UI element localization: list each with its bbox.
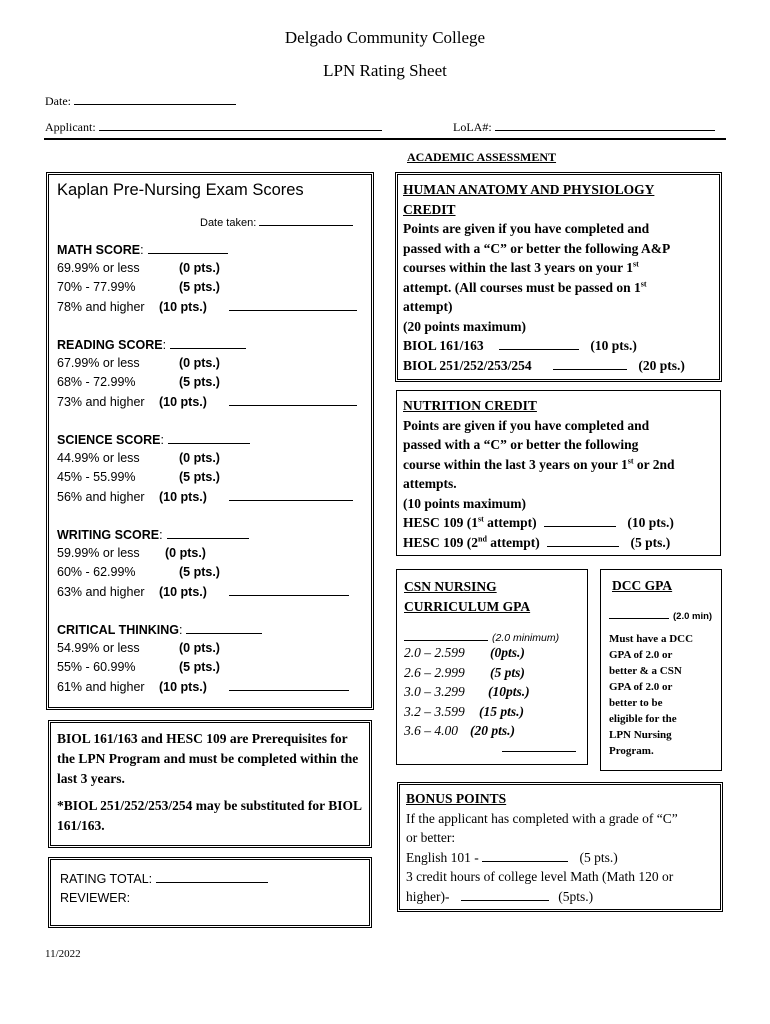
lola-label: LoLA#:	[453, 120, 492, 134]
kaplan-score-row	[57, 261, 220, 275]
kaplan-section-colon: :	[159, 528, 163, 542]
date-input-line[interactable]	[74, 93, 236, 105]
kaplan-points-line[interactable]	[229, 394, 357, 406]
reviewer-label: REVIEWER:	[60, 891, 131, 905]
anatomy-title-1: HUMAN ANATOMY AND PHYSIOLOGY	[403, 182, 655, 197]
kaplan-points-line[interactable]	[229, 584, 349, 596]
kaplan-section-label	[57, 527, 249, 542]
anatomy-desc-5: attempt)	[403, 299, 453, 314]
kaplan-score-row	[57, 451, 220, 465]
kaplan-points: (0 pts.)	[179, 261, 220, 275]
kaplan-range: 61% and higher	[57, 680, 145, 694]
kaplan-score-row	[57, 394, 357, 409]
kaplan-points: (10 pts.)	[159, 490, 207, 504]
kaplan-range: 54.99% or less	[57, 641, 140, 655]
kaplan-range: 45% - 55.99%	[57, 470, 136, 484]
kaplan-range: 56% and higher	[57, 490, 145, 504]
kaplan-points: (5 pts.)	[179, 375, 220, 389]
dcc-note	[609, 631, 693, 759]
kaplan-score-row	[57, 470, 220, 484]
kaplan-date-label: Date taken:	[200, 217, 257, 229]
kaplan-section-colon: :	[162, 338, 167, 352]
kaplan-points: (5 pts.)	[179, 660, 220, 674]
kaplan-points: (0 pts.)	[179, 451, 220, 465]
lola-input-line[interactable]	[495, 119, 715, 131]
kaplan-score-row	[57, 280, 220, 294]
kaplan-score-row	[57, 299, 357, 314]
kaplan-range: 78% and higher	[57, 300, 145, 314]
csn-gpa-line[interactable]	[404, 629, 488, 641]
kaplan-range: 69.99% or less	[57, 261, 140, 275]
kaplan-section-label	[57, 622, 262, 637]
csn-points: (10pts.)	[488, 684, 530, 699]
nutrition-desc-2: passed with a “C” or better the following	[403, 437, 639, 452]
anatomy-course-2-line[interactable]	[553, 358, 627, 370]
kaplan-range: 67.99% or less	[57, 356, 140, 370]
sheet-title: LPN Rating Sheet	[323, 61, 447, 80]
kaplan-range: 73% and higher	[57, 395, 145, 409]
anatomy-max: (20 points maximum)	[403, 318, 527, 334]
kaplan-range: 60% - 62.99%	[57, 565, 136, 579]
csn-range: 2.6 – 2.999	[404, 664, 465, 680]
header-divider	[44, 138, 726, 140]
kaplan-range: 55% - 60.99%	[57, 660, 136, 674]
kaplan-section-title: CRITICAL THINKING	[57, 623, 179, 637]
kaplan-score-row	[57, 489, 353, 504]
nutrition-desc-4: attempts.	[403, 476, 457, 491]
anatomy-course-1: BIOL 161/163	[403, 338, 484, 353]
anatomy-course-2: BIOL 251/252/253/254	[403, 357, 532, 373]
kaplan-range: 59.99% or less	[57, 546, 140, 560]
bonus-math-1: 3 credit hours of college level Math (Math 120 or	[406, 869, 674, 884]
kaplan-score-line[interactable]	[170, 337, 246, 349]
nutrition-course-1-row: HESC 109 (1st attempt) (10 pts.)	[403, 514, 674, 530]
kaplan-date-line[interactable]	[259, 214, 353, 226]
kaplan-score-line[interactable]	[148, 242, 228, 254]
csn-range: 3.6 – 4.00	[404, 723, 458, 738]
dcc-min-row	[609, 606, 712, 624]
csn-title-2: CURRICULUM GPA	[404, 598, 531, 614]
kaplan-section-label	[57, 242, 228, 257]
nutrition-course-1-line[interactable]	[544, 515, 616, 527]
bonus-math-row	[406, 887, 721, 907]
bonus-line-1: If the applicant has completed with a grade of “C”	[406, 810, 678, 826]
anatomy-title-2: CREDIT	[403, 201, 456, 217]
kaplan-score-row	[57, 660, 220, 674]
dcc-note-line: better & a CSN	[609, 665, 682, 677]
nutrition-course-1-pts: (10 pts.)	[627, 515, 674, 530]
kaplan-points-line[interactable]	[229, 489, 353, 501]
prereq-text: BIOL 161/163 and HESC 109 are Prerequisites for the LPN Program and must be completed within the last 3 years.	[57, 731, 359, 786]
csn-range: 2.0 – 2.599	[404, 645, 465, 660]
csn-min-row	[404, 628, 559, 646]
kaplan-score-row	[57, 584, 349, 599]
anatomy-course-1-line[interactable]	[499, 338, 579, 350]
applicant-field-row	[45, 119, 382, 135]
kaplan-points-line[interactable]	[229, 679, 349, 691]
bonus-title: BONUS POINTS	[406, 791, 507, 806]
nutrition-content	[403, 396, 718, 552]
kaplan-score-line[interactable]	[168, 432, 250, 444]
nutrition-course-2-row: HESC 109 (2nd attempt) (5 pts.)	[403, 534, 671, 550]
nutrition-max: (10 points maximum)	[403, 495, 527, 511]
date-field-row	[45, 93, 236, 109]
dcc-note-line: GPA of 2.0 or	[609, 649, 673, 661]
bonus-english-label: English 101 -	[406, 849, 479, 865]
kaplan-points: (10 pts.)	[159, 585, 207, 599]
kaplan-section-title: READING SCORE	[57, 338, 163, 352]
csn-gpa-row	[404, 723, 515, 739]
csn-range: 3.0 – 3.299	[404, 684, 465, 699]
kaplan-date-row	[200, 214, 353, 229]
bonus-english-line[interactable]	[482, 850, 568, 862]
bonus-math-line[interactable]	[461, 889, 549, 901]
anatomy-course-2-pts: (20 pts.)	[638, 357, 685, 373]
kaplan-score-row	[57, 356, 220, 370]
rating-total-label: RATING TOTAL:	[60, 872, 153, 886]
csn-points-line[interactable]	[502, 751, 576, 752]
csn-points: (20 pts.)	[470, 723, 515, 738]
dcc-note-line: eligible for the	[609, 713, 677, 725]
bonus-math-label: higher)-	[406, 888, 450, 904]
csn-points: (5 pts)	[490, 664, 525, 680]
kaplan-score-row	[57, 375, 220, 389]
csn-title	[404, 577, 530, 616]
kaplan-section-title: WRITING SCORE	[57, 528, 160, 542]
prereq-substitute: *BIOL 251/252/253/254 may be substituted for BIOL 161/163.	[57, 798, 362, 833]
csn-points: (0pts.)	[490, 645, 525, 660]
kaplan-points: (10 pts.)	[159, 300, 207, 314]
nutrition-desc-1: Points are given if you have completed and	[403, 417, 650, 433]
anatomy-desc-4: attempt. (All courses must be passed on 1st	[403, 279, 647, 295]
dcc-gpa-line[interactable]	[609, 607, 669, 619]
kaplan-points: (5 pts.)	[179, 470, 220, 484]
anatomy-content	[403, 180, 718, 375]
dcc-note-line: Must have a DCC	[609, 633, 694, 645]
csn-points: (15 pts.)	[479, 703, 524, 719]
rating-total-row	[60, 871, 268, 886]
kaplan-section-colon: :	[179, 623, 183, 637]
academic-assessment-heading: ACADEMIC ASSESSMENT	[407, 150, 557, 164]
kaplan-points: (5 pts.)	[179, 565, 220, 579]
kaplan-range: 70% - 77.99%	[57, 280, 136, 294]
kaplan-points: (0 pts.)	[179, 356, 220, 370]
kaplan-score-row	[57, 546, 206, 560]
kaplan-points: (0 pts.)	[165, 546, 206, 560]
dcc-min: (2.0 min)	[673, 611, 713, 622]
kaplan-points: (10 pts.)	[159, 395, 207, 409]
dcc-note-line: LPN Nursing	[609, 729, 672, 741]
kaplan-points: (10 pts.)	[159, 680, 207, 694]
kaplan-title: Kaplan Pre-Nursing Exam Scores	[57, 181, 304, 199]
kaplan-section-label	[57, 337, 246, 352]
dcc-note-line: Program.	[609, 745, 654, 757]
kaplan-range: 63% and higher	[57, 585, 145, 599]
applicant-input-line[interactable]	[99, 119, 382, 131]
kaplan-score-row	[57, 565, 220, 579]
bonus-english-pts: (5 pts.)	[579, 849, 618, 865]
kaplan-section-colon: :	[140, 243, 144, 257]
bonus-english-row	[406, 848, 721, 868]
college-name: Delgado Community College	[284, 28, 486, 47]
kaplan-range: 68% - 72.99%	[57, 375, 136, 389]
csn-min: (2.0 minimum)	[492, 632, 560, 644]
csn-range: 3.2 – 3.599	[404, 703, 465, 719]
kaplan-section-colon: :	[160, 433, 164, 447]
kaplan-points: (0 pts.)	[179, 641, 220, 655]
nutrition-title: NUTRITION CREDIT	[403, 398, 537, 413]
rating-total-line[interactable]	[156, 871, 268, 883]
kaplan-section-title: MATH SCORE	[57, 243, 141, 257]
bonus-line-2: or better:	[406, 830, 456, 845]
csn-gpa-row	[404, 665, 525, 681]
kaplan-score-row	[57, 641, 220, 655]
csn-gpa-row	[404, 704, 524, 720]
applicant-label: Applicant:	[45, 120, 96, 134]
bonus-math-pts: (5pts.)	[558, 888, 594, 904]
csn-gpa-row	[404, 645, 525, 661]
anatomy-desc-2: passed with a “C” or better the following A&P	[403, 240, 671, 256]
anatomy-course-1-row	[403, 336, 718, 356]
kaplan-points: (5 pts.)	[179, 280, 220, 294]
kaplan-points-line[interactable]	[229, 299, 357, 311]
footer-date: 11/2022	[45, 948, 81, 960]
dcc-note-line: GPA of 2.0 or	[609, 681, 673, 693]
kaplan-section-label	[57, 432, 250, 447]
nutrition-course-2-line[interactable]	[547, 535, 619, 547]
bonus-content	[406, 789, 721, 906]
anatomy-course-2-row	[403, 356, 718, 376]
date-label: Date:	[45, 94, 71, 108]
nutrition-course-2-pts: (5 pts.)	[630, 534, 671, 550]
anatomy-desc-1: Points are given if you have completed and	[403, 221, 650, 236]
kaplan-range: 44.99% or less	[57, 451, 140, 465]
kaplan-score-line[interactable]	[167, 527, 249, 539]
kaplan-score-line[interactable]	[186, 622, 262, 634]
dcc-note-line: better to be	[609, 697, 663, 709]
anatomy-desc-3: courses within the last 3 years on your 1st	[403, 259, 639, 275]
nutrition-desc-3: course within the last 3 years on your 1st or 2nd	[403, 456, 675, 472]
kaplan-section-title: SCIENCE SCORE	[57, 433, 161, 447]
csn-title-1: CSN NURSING	[404, 579, 497, 594]
kaplan-score-row	[57, 679, 349, 694]
lola-field-row	[453, 119, 715, 135]
dcc-title: DCC GPA	[612, 578, 673, 593]
csn-gpa-row	[404, 684, 530, 700]
anatomy-course-1-pts: (10 pts.)	[590, 338, 637, 353]
